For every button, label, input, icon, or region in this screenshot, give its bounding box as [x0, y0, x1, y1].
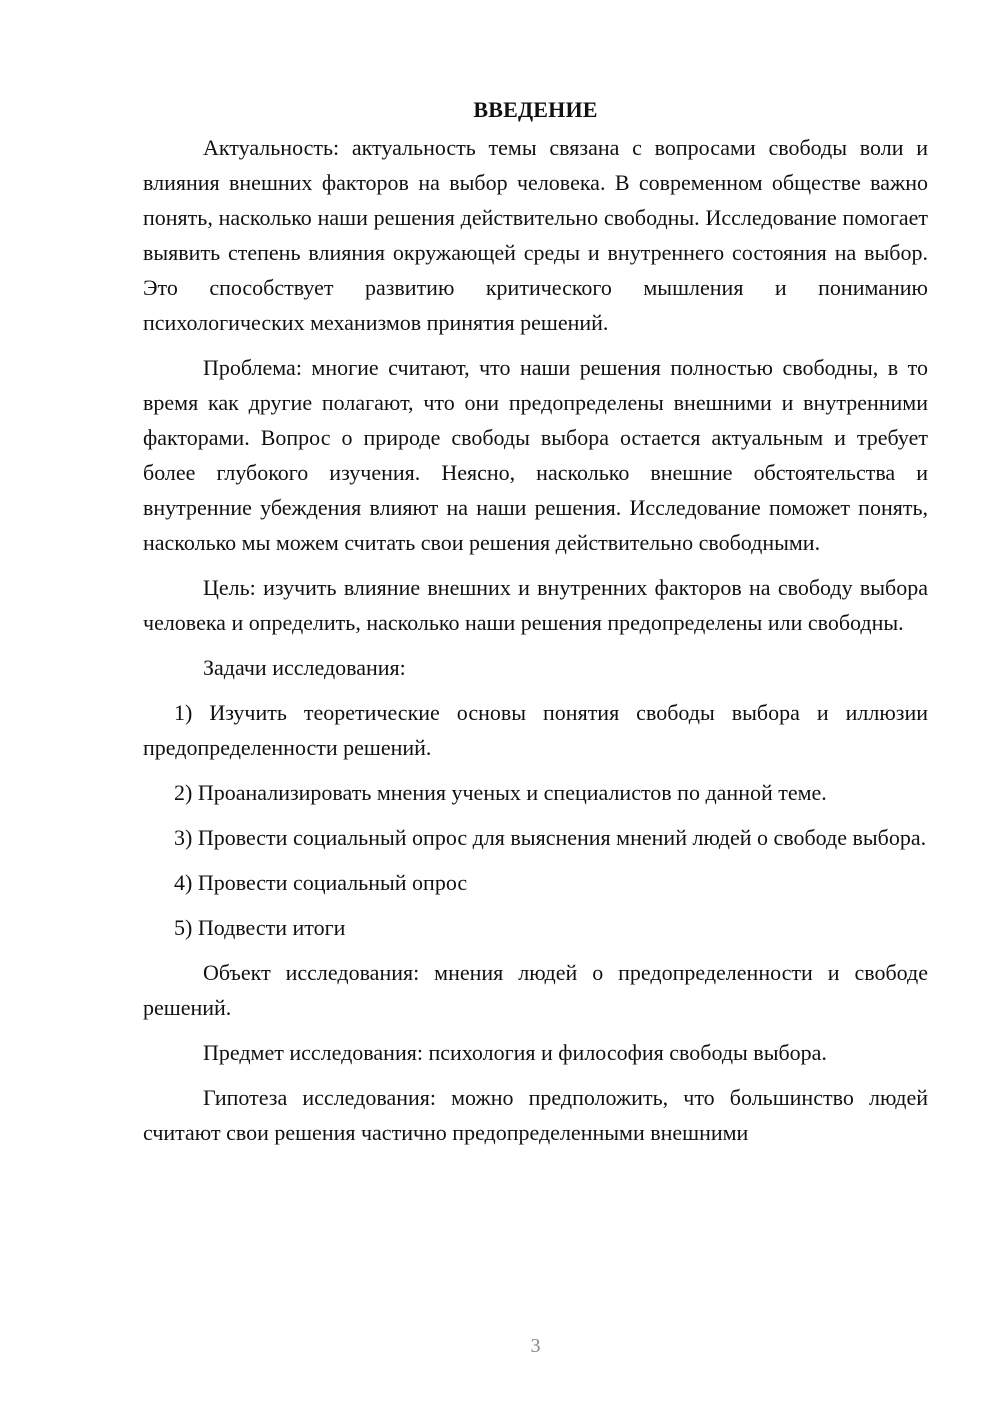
paragraph-relevance: Актуальность: актуальность темы связана с вопросами свободы воли и влияния внешних факторов на выбор человека. В современном обществе важно понять, насколько наши решения действительно свободны. Исследование помогает выявить степень влияния окружающей среды и внутреннего состояния на выбор. Это способствует развитию критического мышления и пониманию психологических механизмов принятия решений. [143, 135, 928, 335]
paragraph-subject: Предмет исследования: психология и философия свободы выбора. [203, 1040, 827, 1065]
page-number: 3 [530, 1335, 541, 1357]
paragraph-goal: Цель: изучить влияние внешних и внутренних факторов на свободу выбора человека и определить, насколько наши решения предопределены или свободны. [143, 575, 928, 635]
paragraph-object: Объект исследования: мнения людей о предопределенности и свободе решений. [143, 960, 928, 1020]
document-page [143, 95, 928, 1160]
paragraph-hypothesis: Гипотеза исследования: можно предположить, что большинство людей считают свои решения частично предопределенными внешними [143, 1085, 928, 1145]
paragraph-problem: Проблема: многие считают, что наши решения полностью свободны, в то время как другие полагают, что они предопределены внешними и внутренними факторами. Вопрос о природе свободы выбора остается актуальным и требует более глубокого изучения. Неясно, насколько внешние обстоятельства и внутренние убеждения влияют на наши решения. Исследование поможет понять, насколько мы можем считать свои решения действительно свободными. [143, 355, 928, 555]
section-title: ВВЕДЕНИЕ [473, 97, 598, 122]
task-item-4: 4) Провести социальный опрос [174, 870, 468, 895]
paragraph-tasks-heading: Задачи исследования: [203, 655, 406, 680]
task-item-2: 2) Проанализировать мнения ученых и специалистов по данной теме. [174, 780, 827, 805]
task-item-5: 5) Подвести итоги [174, 915, 346, 940]
task-item-1: 1) Изучить теоретические основы понятия свободы выбора и иллюзии предопределенности решений. [143, 700, 928, 760]
task-item-3: 3) Провести социальный опрос для выяснения мнений людей о свободе выбора. [174, 825, 927, 850]
